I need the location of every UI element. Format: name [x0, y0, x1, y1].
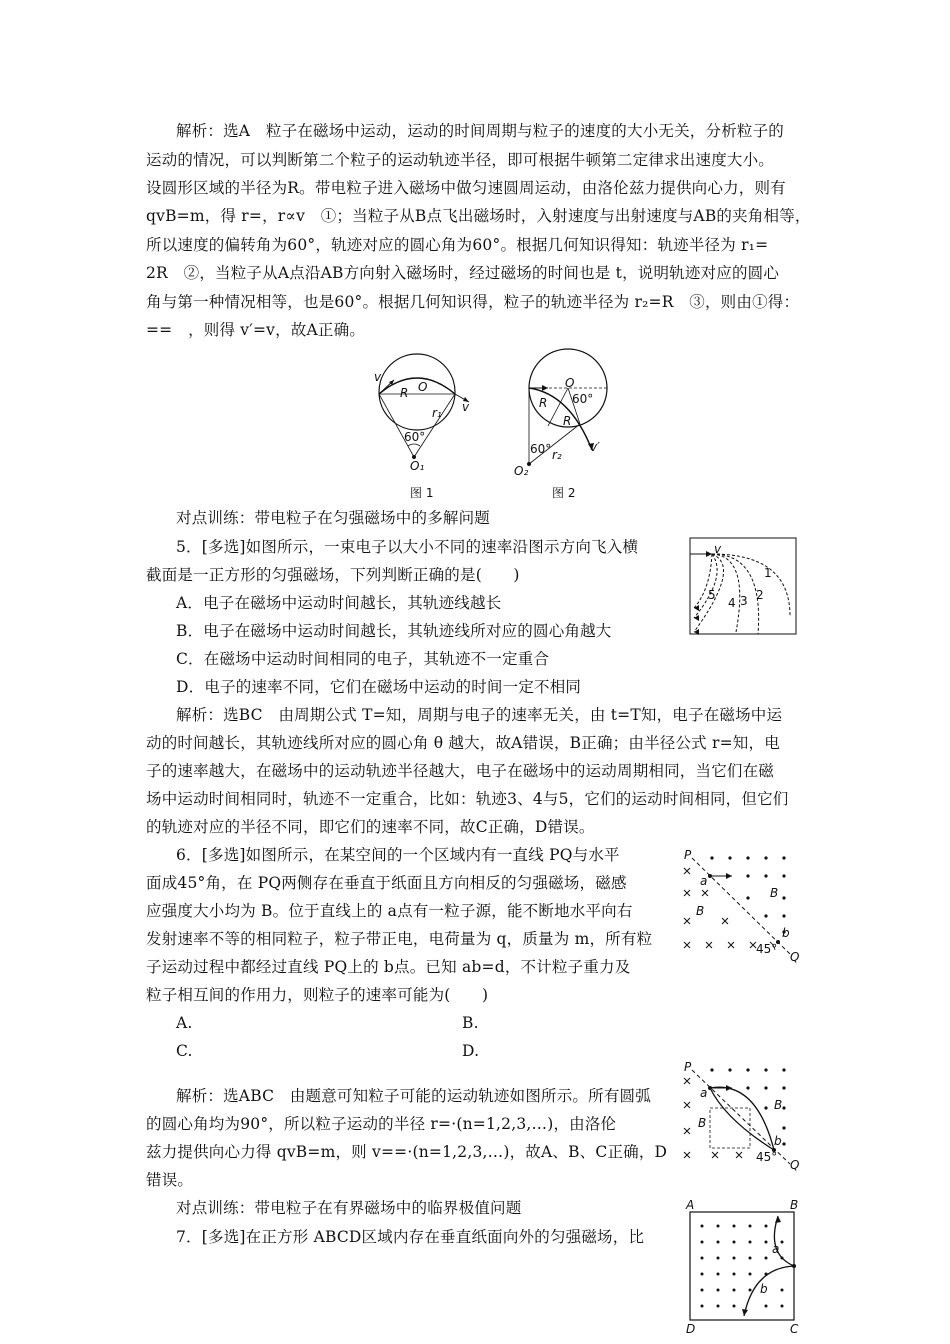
question-5-option-c: C．在磁场中运动时间相同的电子，其轨迹不一定重合 [176, 650, 550, 668]
fig2-label-O2: O₂ [514, 464, 529, 478]
text-line: 场中运动时间相同时，轨迹不一定重合，比如：轨迹3、4与5，它们的运动时间相同，但它们 [146, 790, 789, 808]
text-line: 角与第一种情况相等，也是60°。根据几何知识得，粒子的轨迹半径为 r₂=R ③，则由①得： [146, 293, 800, 311]
question-5-option-b: B．电子在磁场中运动时间越长，其轨迹线所对应的圆心角越大 [176, 622, 612, 640]
text-line: 2R ②，当粒子从A点沿AB方向射入磁场时，经过磁场的时间也是 t，说明轨迹对应的圆心 [146, 264, 780, 282]
q5-label-2: 2 [756, 588, 764, 602]
question-5-option-a: A．电子在磁场中运动时间越长，其轨迹线越长 [176, 594, 502, 612]
q6-label-B-left: B [696, 904, 705, 918]
question-6-option-a: A. [176, 1014, 193, 1032]
q7-label-D: D [686, 1322, 696, 1336]
q6a-label-angle: 45° [756, 1150, 778, 1164]
q6-label-B-right: B [770, 886, 779, 900]
fig1-label-O1: O₁ [410, 459, 425, 473]
question-5-stem: 5．[多选]如图所示，一束电子以大小不同的速率沿图示方向飞入横 [176, 538, 639, 556]
question-6-stem: 发射速率不等的相同粒子，粒子带正电，电荷量为 q，质量为 m，所有粒 [146, 930, 653, 948]
text-line: qvB=m，得 r=，r∝v ①；当粒子从B点飞出磁场时，入射速度与出射速度与AB的夹角相等， [146, 207, 811, 225]
text-line: 解析：选ABC 由题意可知粒子可能的运动轨迹如图所示。所有圆弧 [176, 1087, 651, 1105]
text-line: 子的速率越大，在磁场中的运动轨迹半径越大，电子在磁场中的运动周期相同，当它们在磁 [146, 762, 775, 780]
text-line: 解析：选A 粒子在磁场中运动，运动的时间周期与粒子的速度的大小无关，分析粒子的 [176, 122, 784, 140]
q5-label-5: 5 [708, 588, 716, 602]
text-line: 动的时间越长，其轨迹线所对应的圆心角 θ 越大，故A错误，B正确；由半径公式 r=知，电 [146, 734, 780, 752]
q5-label-1: 1 [764, 566, 772, 580]
q7-label-B: B [790, 1198, 799, 1212]
q5-label-v: v [714, 542, 722, 556]
text-line: 所以速度的偏转角为60°，轨迹对应的圆心角为60°。根据几何知识得知：轨迹半径为 r₁= [146, 236, 769, 254]
q6a-label-B-right: B [774, 1098, 783, 1112]
topic-heading: 对点训练：带电粒子在有界磁场中的临界极值问题 [176, 1199, 522, 1217]
question-6-option-b: B. [462, 1014, 479, 1032]
fig2-label-O: O [565, 376, 575, 390]
q5-label-3: 3 [740, 594, 748, 608]
fig1-label-O: O [418, 380, 428, 394]
question-6-answer-figure [676, 1060, 806, 1172]
topic-heading: 对点训练：带电粒子在匀强磁场中的多解问题 [176, 509, 491, 527]
q6a-label-Q: Q [790, 1158, 800, 1172]
q5-label-4: 4 [728, 596, 736, 610]
q6-label-b: b [782, 926, 790, 940]
q7-label-C: C [790, 1322, 799, 1336]
fig2-label-R2: R [563, 414, 572, 428]
q6-label-angle: 45° [756, 942, 778, 956]
text-line: 解析：选BC 由周期公式 T=知，周期与电子的速率无关，由 t=T知，电子在磁场中运 [176, 706, 783, 724]
text-line: 设圆形区域的半径为R。带电粒子进入磁场中做匀速圆周运动，由洛伦兹力提供向心力，则有 [146, 179, 786, 197]
fig1-label-v-out: v [462, 400, 470, 414]
text-line: 错误。 [146, 1171, 194, 1189]
question-7-stem: 7．[多选]在正方形 ABCD区域内存在垂直纸面向外的匀强磁场，比 [176, 1228, 645, 1246]
q7-label-A: A [686, 1198, 695, 1212]
text-line: 运动的情况，可以判断第二个粒子的运动轨迹半径，即可根据牛顿第二定律求出速度大小。 [146, 151, 775, 169]
fig1-label-v-in: v [374, 370, 382, 384]
q6-label-a: a [700, 874, 708, 888]
figure-2-caption: 图 2 [552, 486, 576, 500]
fig1-label-r1: r₁ [432, 406, 442, 420]
q6a-label-b: b [774, 1134, 782, 1148]
question-6-option-d: D. [462, 1042, 480, 1060]
fig2-label-v: v′ [590, 440, 600, 454]
question-6-stem: 子运动过程中都经过直线 PQ上的 b点。已知 ab=d，不计粒子重力及 [146, 958, 631, 976]
text-line: 兹力提供向心力得 qvB=m，则 v==·(n=1,2,3,…)，故A、B、C正确，D [146, 1143, 668, 1161]
figure-2 [508, 346, 618, 476]
q6a-label-P: P [684, 1060, 692, 1074]
q6a-label-B-left: B [698, 1116, 707, 1130]
q7-label-b: b [760, 1282, 768, 1296]
fig2-label-r2: r₂ [552, 448, 562, 462]
question-5-stem: 截面是一正方形的匀强磁场，下列判断正确的是( ) [146, 566, 520, 584]
figure-1-caption: 图 1 [410, 486, 434, 500]
fig1-label-angle: 60° [404, 430, 426, 444]
fig1-label-R: R [400, 386, 409, 400]
text-line: == ，则得 v′=v，故A正确。 [146, 321, 366, 339]
text-line: 的轨迹对应的半径不同，即它们的速率不同，故C正确，D错误。 [146, 818, 595, 836]
q6a-label-a: a [700, 1086, 708, 1100]
text-line: 的圆心角均为90°，所以粒子运动的半径 r=·(n=1,2,3,…)，由洛伦 [146, 1115, 617, 1133]
q7-label-a: a [772, 1242, 780, 1256]
question-6-stem: 6．[多选]如图所示，在某空间的一个区域内有一直线 PQ与水平 [176, 846, 620, 864]
fig2-label-angle1: 60° [572, 392, 594, 406]
question-6-stem: 应强度大小均为 B。位于直线上的 a点有一粒子源，能不断地水平向右 [146, 902, 633, 920]
figure-1 [362, 352, 482, 472]
question-7-figure [680, 1198, 804, 1338]
fig2-label-R1: R [539, 396, 548, 410]
q6-label-P: P [684, 848, 692, 862]
question-6-stem: 面成45°角，在 PQ两侧存在垂直于纸面且方向相反的匀强磁场，磁感 [146, 874, 627, 892]
fig2-label-angle2: 60° [530, 442, 552, 456]
question-6-stem: 粒子相互间的作用力，则粒子的速率可能为( ) [146, 986, 489, 1004]
question-5-option-d: D．电子的速率不同，它们在磁场中运动的时间一定不相同 [176, 678, 582, 696]
question-5-figure [686, 536, 798, 638]
question-6-option-c: C. [176, 1042, 193, 1060]
q6-label-Q: Q [790, 950, 800, 964]
question-6-figure [676, 846, 806, 966]
